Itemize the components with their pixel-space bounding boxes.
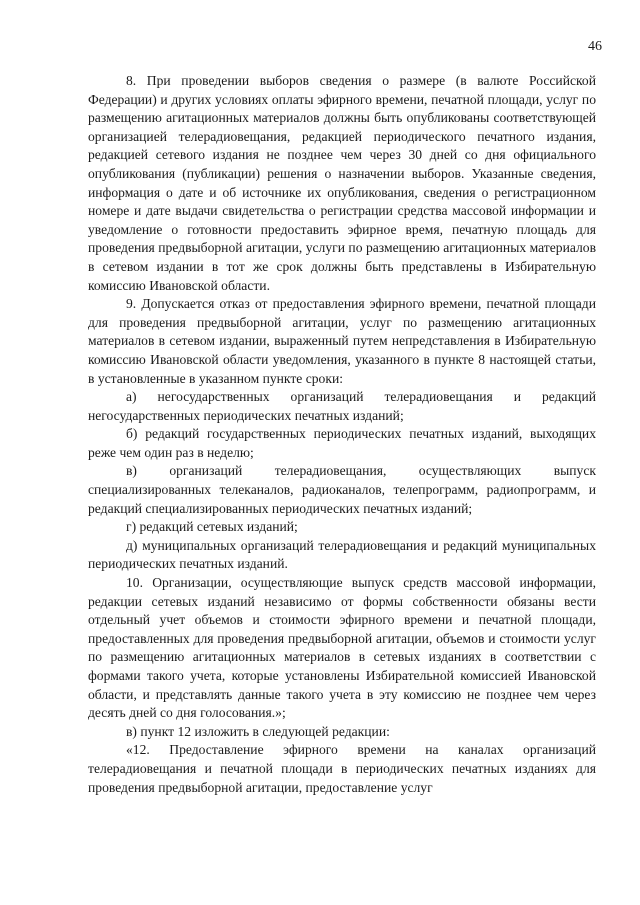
paragraph-clause-12: «12. Предоставление эфирного времени на каналах организаций телерадиовещания и печатной площади в периодических печатных изданиях для проведения предвыборной агитации, предоставление услуг [88, 742, 596, 795]
paragraph-clause-9: 9. Допускается отказ от предоставления эфирного времени, печатной площади для проведения предвыборной агитации, услуг по размещению агитационных материалов в сетевом издании, выраженный путем непредставления в Избирательную комиссию Ивановской области уведомления, указанного в пункте 8 настоящей статьи, в установленные в указанном пункте сроки: [88, 296, 596, 386]
paragraph-subclause-g: г) редакций сетевых изданий; [126, 519, 298, 535]
page-number: 46 [588, 39, 602, 54]
paragraph-amendment-intro: в) пункт 12 изложить в следующей редакции: [126, 723, 390, 739]
document-body [88, 72, 596, 797]
paragraph-clause-10: 10. Организации, осуществляющие выпуск средств массовой информации, редакции сетевых изданий независимо от формы собственности обязаны вести отдельный учет объемов и стоимости эфирного времени и печатной площади, предоставленных для проведения предвыборной агитации, объемов и стоимости услуг по размещению агитационных материалов в сетевых изданиях в соответствии с формами такого учета, которые установлены Избирательной комиссией Ивановской области, и представлять данные такого учета в эту комиссию не позднее чем через десять дней со дня голосования.»; [88, 575, 596, 721]
paragraph-clause-8: 8. При проведении выборов сведения о размере (в валюте Российской Федерации) и других условиях оплаты эфирного времени, печатной площади, услуг по размещению агитационных материалов должны быть опубликованы соответствующей организацией телерадиовещания, редакцией периодического печатного издания, редакцией сетевого издания не позднее чем через 30 дней со дня официального опубликования (публикации) решения о назначении выборов. Указанные сведения, информация о дате и об источнике их опубликования, сведения о регистрационном номере и дате выдачи свидетельства о регистрации средства массовой информации и уведомление о готовности предоставить эфирное время, печатную площадь для проведения предвыборной агитации, услуги по размещению агитационных материалов в сетевом издании в тот же срок должны быть представлены в Избирательную комиссию Ивановской области. [88, 73, 596, 293]
paragraph-subclause-d: д) муниципальных организаций телерадиовещания и редакций муниципальных периодических печатных изданий. [88, 537, 596, 572]
paragraph-subclause-v: в) организаций телерадиовещания, осуществляющих выпуск специализированных телеканалов, радиоканалов, телепрограмм, радиопрограмм, и редакций специализированных периодических печатных изданий; [88, 463, 596, 516]
paragraph-subclause-b: б) редакций государственных периодических печатных изданий, выходящих реже чем один раз в неделю; [88, 426, 596, 460]
paragraph-subclause-a: а) негосударственных организаций телерадиовещания и редакций негосударственных периодических печатных изданий; [88, 389, 596, 423]
